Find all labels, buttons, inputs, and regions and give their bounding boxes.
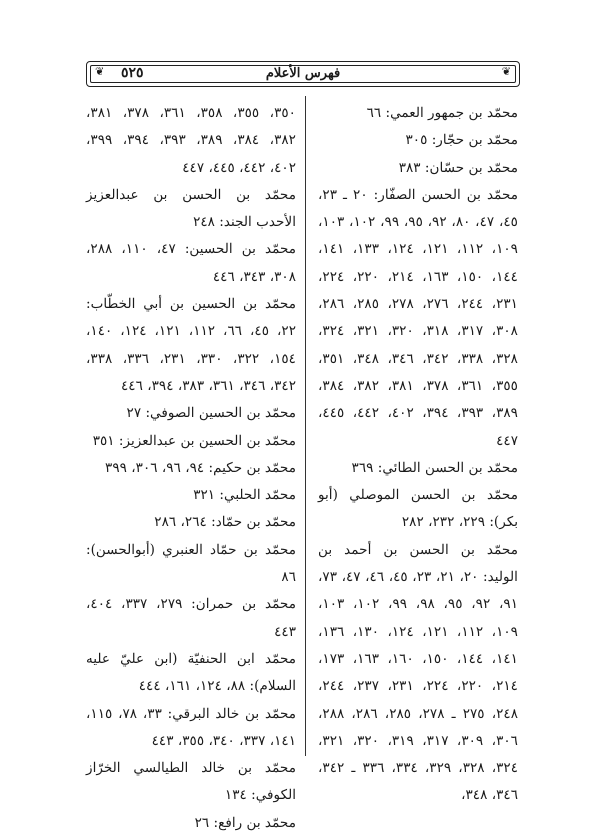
index-entry: محمّد بن خالد البرقي: ٣٣، ٧٨، ١١٥، ١٤١، ٣٣٧، ٣٤٠، ٣٥٥، ٤٤٣ — [86, 705, 296, 749]
index-entry: محمّد بن حمّاد العنبري (أبوالحسن): ٨٦ — [86, 541, 296, 586]
page-header — [86, 61, 520, 87]
index-entry: محمّد بن جمهور العمي: ٦٦ — [366, 105, 518, 121]
right-column — [318, 100, 518, 810]
index-entry: محمّد بن خالد الطيالسي الخرّاز الكوفي: ١٣٤ — [86, 760, 296, 804]
index-entry: محمّد بن الحسن الموصلي (أبو بكر): ٢٢٩، ٢٣٢، ٢٨٢ — [318, 487, 518, 531]
index-entry: محمّد بن الحسن الصفّار: ٢٠ ـ ٢٣، ٤٥، ٤٧، ٨٠، ٩٢، ٩٥، ٩٩، ١٠٢، ١٠٣، ١٠٩، ١١٢، ١٢١، ١٢٤، ١٣٣، ١٤١، ١٤٤، ١٥٠، ١٦٣، ٢١٤، ٢٢٠، ٢٢٤، ٢٣١، ٢٤٤، ٢٧٦، ٢٧٨، ٢٨٥، ٢٨٦، ٣٠٨، ٣١٧، ٣١٨، ٣٢٠، ٣٢١، ٣٢٤، ٣٢٨، ٣٣٨، ٣٤٢، ٣٤٦، ٣٤٨، ٣٥١، ٣٥٥، ٣٦١، ٣٧٨، ٣٨١، ٣٨٢، ٣٨٤، ٣٨٩، ٣٩٣، ٣٩٤، ٤٠٢، ٤٤٢، ٤٤٥، ٤٤٧ — [318, 186, 518, 449]
index-entry: محمّد بن حمران: ٢٧٩، ٣٣٧، ٤٠٤، ٤٤٣ — [86, 596, 296, 640]
index-entry: محمّد ابن الحنفيّة (ابن عليّ عليه السلام): ٨٨، ١٢٤، ١٦١، ٤٤٤ — [86, 650, 296, 695]
index-entry: محمّد بن رافع: ٢٦ — [194, 814, 296, 831]
column-divider — [305, 96, 306, 756]
page-number: ٥٢٥ — [121, 65, 144, 81]
index-entry: محمّد بن الحسن الطائي: ٣٦٩ — [351, 459, 518, 476]
index-entry: محمّد بن حجّار: ٣٠٥ — [405, 132, 518, 149]
index-entry: محمّد بن حمّاد: ٢٦٤، ٢٨٦ — [154, 514, 296, 531]
index-entry: محمّد الحلبي: ٣٢١ — [193, 487, 296, 504]
ornament-right-icon: ❦ — [501, 65, 511, 78]
ornament-left-icon: ❦ — [95, 65, 105, 78]
index-entry: ٣٥٠، ٣٥٥، ٣٥٨، ٣٦١، ٣٧٨، ٣٨١، ٣٨٢، ٣٨٤، ٣٨٩، ٣٩٣، ٣٩٤، ٣٩٩، ٤٠٢، ٤٤٢، ٤٤٥، ٤٤٧ — [86, 105, 296, 176]
index-entry: محمّد بن الحسين بن عبدالعزيز: ٣٥١ — [92, 432, 296, 449]
index-entry: محمّد بن الحسن بن أحمد بن الوليد: ٢٠، ٢١، ٢٣، ٤٥، ٤٦، ٤٧، ٧٣، ٩١، ٩٢، ٩٥، ٩٨، ٩٩، ١٠٢، ١٠٣، ١٠٩، ١١٢، ١٢١، ١٢٤، ١٣٠، ١٣٦، ١٤١، ١٤٤، ١٥٠، ١٦٠، ١٦٣، ١٧٣، ٢١٤، ٢٢٠، ٢٢٤، ٢٣١، ٢٣٧، ٢٤٤، ٢٤٨، ٢٧٥ ـ ٢٧٨، ٢٨٥، ٢٨٦، ٢٨٨، ٣٠٦، ٣٠٩، ٣١٧، ٣١٩، ٣٢٠، ٣٢١، ٣٢٤، ٣٢٨، ٣٢٩، ٣٣٤، ٣٣٦ ـ ٣٤٢، ٣٤٦، ٣٤٨، — [318, 541, 519, 804]
index-entry: محمّد بن الحسن بن عبدالعزيز الأحدب الجند: ٢٤٨ — [86, 186, 296, 231]
index-entry: محمّد بن حكيم: ٩٤، ٩٦، ٣٠٦، ٣٩٩ — [105, 459, 296, 476]
left-column — [86, 100, 296, 837]
index-entry: محمّد بن الحسين بن أبي الخطّاب: ٢٢، ٤٥، ٦٦، ١١٢، ١٢١، ١٢٤، ١٤٠، ١٥٤، ٣٢٢، ٣٣٠، ٢٣١، ٣٣٦، ٣٣٨، ٣٤٢، ٣٤٦، ٣٦١، ٣٨٣، ٣٩٤، ٤٤٦ — [86, 296, 296, 394]
index-entry: محمّد بن حسّان: ٣٨٣ — [398, 159, 518, 176]
index-entry: محمّد بن الحسين الصوفي: ٢٧ — [126, 405, 296, 422]
index-entry: محمّد بن الحسين: ٤٧، ١١٠، ٢٨٨، ٣٠٨، ٣٤٣، ٤٤٦ — [86, 241, 296, 285]
page-title: فهرس الأعلام — [265, 66, 341, 81]
